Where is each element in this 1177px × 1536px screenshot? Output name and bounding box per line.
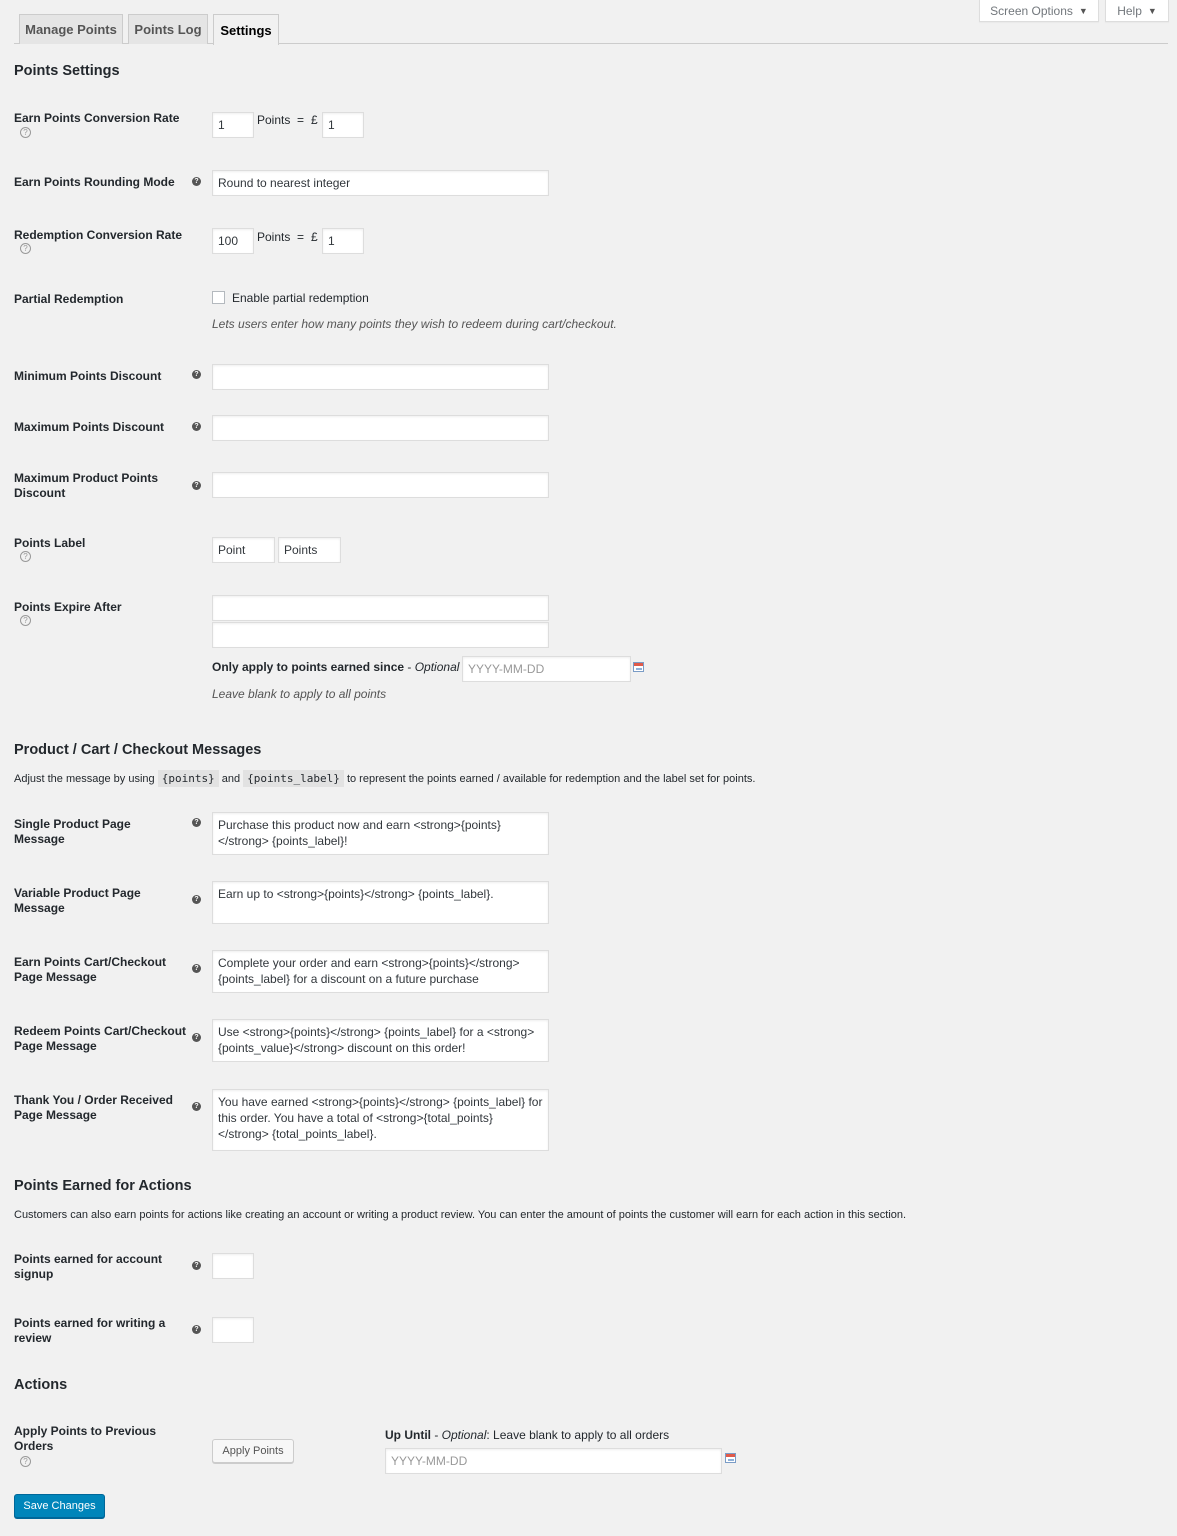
section-title-points-earned-actions: Points Earned for Actions bbox=[14, 1178, 192, 1194]
redeem-cart-message-textarea[interactable] bbox=[212, 1019, 549, 1062]
label-thank-you-message: Thank You / Order Received Page Message bbox=[14, 1093, 173, 1122]
partial-redemption-checkbox[interactable] bbox=[212, 291, 225, 304]
screen-options-button[interactable] bbox=[979, 0, 1099, 22]
actions-earned-intro: Customers can also earn points for actions like creating an account or writing a product review. You can enter the amount of points the customer will earn for each action in this section. bbox=[14, 1209, 907, 1221]
label-points-expire-after: Points Expire After bbox=[14, 600, 122, 614]
expire-since-label bbox=[212, 660, 459, 674]
points-expire-period-select[interactable] bbox=[212, 622, 549, 648]
up-until-label bbox=[385, 1428, 669, 1442]
save-changes-button[interactable]: Save Changes bbox=[14, 1494, 105, 1518]
label-points-label: Points Label bbox=[14, 536, 86, 550]
help-tip-icon[interactable]: ? bbox=[20, 551, 31, 562]
label-review-points: Points earned for writing a review bbox=[14, 1316, 166, 1345]
up-until-hint: : Leave blank to apply to all orders bbox=[486, 1428, 670, 1442]
currency-symbol: £ bbox=[311, 230, 318, 244]
label-apply-previous-orders: Apply Points to Previous Orders bbox=[14, 1424, 157, 1453]
label-minimum-points-discount: Minimum Points Discount bbox=[14, 369, 162, 383]
account-signup-points-input[interactable] bbox=[212, 1253, 254, 1279]
calendar-icon[interactable] bbox=[725, 1453, 736, 1463]
label-account-signup-points: Points earned for account signup bbox=[14, 1252, 163, 1281]
label-earn-conversion-rate: Earn Points Conversion Rate bbox=[14, 111, 180, 125]
label-redemption-conversion-rate: Redemption Conversion Rate bbox=[14, 228, 183, 242]
help-tip-icon[interactable]: ? bbox=[192, 1261, 201, 1270]
earn-points-word: Points bbox=[257, 113, 291, 127]
help-tip-icon[interactable]: ? bbox=[192, 422, 201, 431]
up-until-label-text: Up Until bbox=[385, 1428, 431, 1442]
label-partial-redemption: Partial Redemption bbox=[14, 292, 124, 306]
up-until-sep: - bbox=[431, 1428, 442, 1442]
partial-redemption-description: Lets users enter how many points they wish to redeem during cart/checkout. bbox=[212, 317, 617, 331]
label-earn-cart-message: Earn Points Cart/Checkout Page Message bbox=[14, 955, 167, 984]
section-title-messages: Product / Cart / Checkout Messages bbox=[14, 742, 262, 758]
review-points-input[interactable] bbox=[212, 1317, 254, 1343]
up-until-date-input[interactable] bbox=[385, 1448, 722, 1474]
code-points: {points} bbox=[158, 770, 219, 787]
expire-since-sep: - bbox=[404, 660, 415, 674]
label-redeem-cart-message: Redeem Points Cart/Checkout Page Message bbox=[14, 1024, 187, 1053]
help-tip-icon[interactable]: ? bbox=[192, 481, 201, 490]
label-rounding-mode: Earn Points Rounding Mode bbox=[14, 175, 175, 189]
redeem-points-input[interactable] bbox=[212, 228, 254, 254]
currency-symbol: £ bbox=[311, 113, 318, 127]
earn-cart-message-textarea[interactable] bbox=[212, 950, 549, 993]
tab-manage-points[interactable]: Manage Points bbox=[19, 14, 123, 44]
maximum-product-points-discount-input[interactable] bbox=[212, 472, 549, 498]
section-title-points-settings: Points Settings bbox=[14, 63, 120, 79]
points-label-plural-input[interactable] bbox=[278, 537, 341, 563]
help-tip-icon[interactable]: ? bbox=[192, 895, 201, 904]
label-maximum-product-points-discount: Maximum Product Points Discount bbox=[14, 471, 159, 500]
expire-since-label-text: Only apply to points earned since bbox=[212, 660, 405, 674]
section-title-actions: Actions bbox=[14, 1377, 68, 1393]
calendar-icon[interactable] bbox=[633, 662, 644, 672]
label-maximum-points-discount: Maximum Points Discount bbox=[14, 420, 165, 434]
partial-redemption-checkbox-label[interactable]: Enable partial redemption bbox=[232, 291, 369, 305]
tab-settings[interactable]: Settings bbox=[213, 14, 279, 45]
help-tip-icon[interactable]: ? bbox=[192, 1033, 201, 1042]
caret-down-icon: ▼ bbox=[1147, 5, 1157, 16]
help-tip-icon[interactable]: ? bbox=[192, 964, 201, 973]
help-tip-icon[interactable]: ? bbox=[192, 818, 201, 827]
expire-since-optional: Optional bbox=[414, 660, 460, 674]
redeem-points-word: Points bbox=[257, 230, 291, 244]
maximum-points-discount-input[interactable] bbox=[212, 415, 549, 441]
points-expire-number-input[interactable] bbox=[212, 595, 549, 621]
single-product-message-textarea[interactable] bbox=[212, 812, 549, 855]
messages-intro bbox=[14, 772, 755, 785]
equals-sign: = bbox=[297, 113, 305, 127]
help-tip-icon[interactable]: ? bbox=[20, 1456, 31, 1467]
label-single-product-message: Single Product Page Message bbox=[14, 817, 131, 846]
help-tip-icon[interactable]: ? bbox=[192, 1102, 201, 1111]
points-label-singular-input[interactable] bbox=[212, 537, 275, 563]
messages-intro-suffix: to represent the points earned / available for redemption and the label set for points. bbox=[346, 773, 756, 785]
equals-sign: = bbox=[297, 230, 305, 244]
help-tip-icon[interactable]: ? bbox=[192, 370, 201, 379]
help-tip-icon[interactable]: ? bbox=[20, 615, 31, 626]
earn-points-input[interactable] bbox=[212, 112, 254, 138]
apply-points-button[interactable]: Apply Points bbox=[212, 1439, 294, 1463]
help-tip-icon[interactable]: ? bbox=[20, 243, 31, 254]
help-tip-icon[interactable]: ? bbox=[192, 1325, 201, 1334]
help-tip-icon[interactable]: ? bbox=[20, 127, 31, 138]
help-button[interactable] bbox=[1105, 0, 1169, 22]
redeem-money-input[interactable] bbox=[322, 228, 364, 254]
messages-intro-and: and bbox=[221, 773, 241, 785]
minimum-points-discount-input[interactable] bbox=[212, 364, 549, 390]
screen-options-label: Screen Options bbox=[990, 3, 1073, 18]
label-variable-product-message: Variable Product Page Message bbox=[14, 886, 141, 915]
up-until-optional: Optional bbox=[441, 1428, 487, 1442]
thank-you-message-textarea[interactable] bbox=[212, 1089, 549, 1151]
tab-points-log[interactable]: Points Log bbox=[128, 14, 208, 44]
expire-since-date-input[interactable] bbox=[462, 656, 631, 682]
help-tip-icon[interactable]: ? bbox=[192, 177, 201, 186]
messages-intro-prefix: Adjust the message by using bbox=[14, 773, 155, 785]
caret-down-icon: ▼ bbox=[1078, 5, 1088, 16]
variable-product-message-textarea[interactable] bbox=[212, 881, 549, 924]
expire-since-description: Leave blank to apply to all points bbox=[212, 687, 387, 701]
code-points-label: {points_label} bbox=[243, 770, 344, 787]
rounding-mode-select[interactable] bbox=[212, 170, 549, 196]
earn-money-input[interactable] bbox=[322, 112, 364, 138]
help-label: Help bbox=[1117, 3, 1142, 18]
